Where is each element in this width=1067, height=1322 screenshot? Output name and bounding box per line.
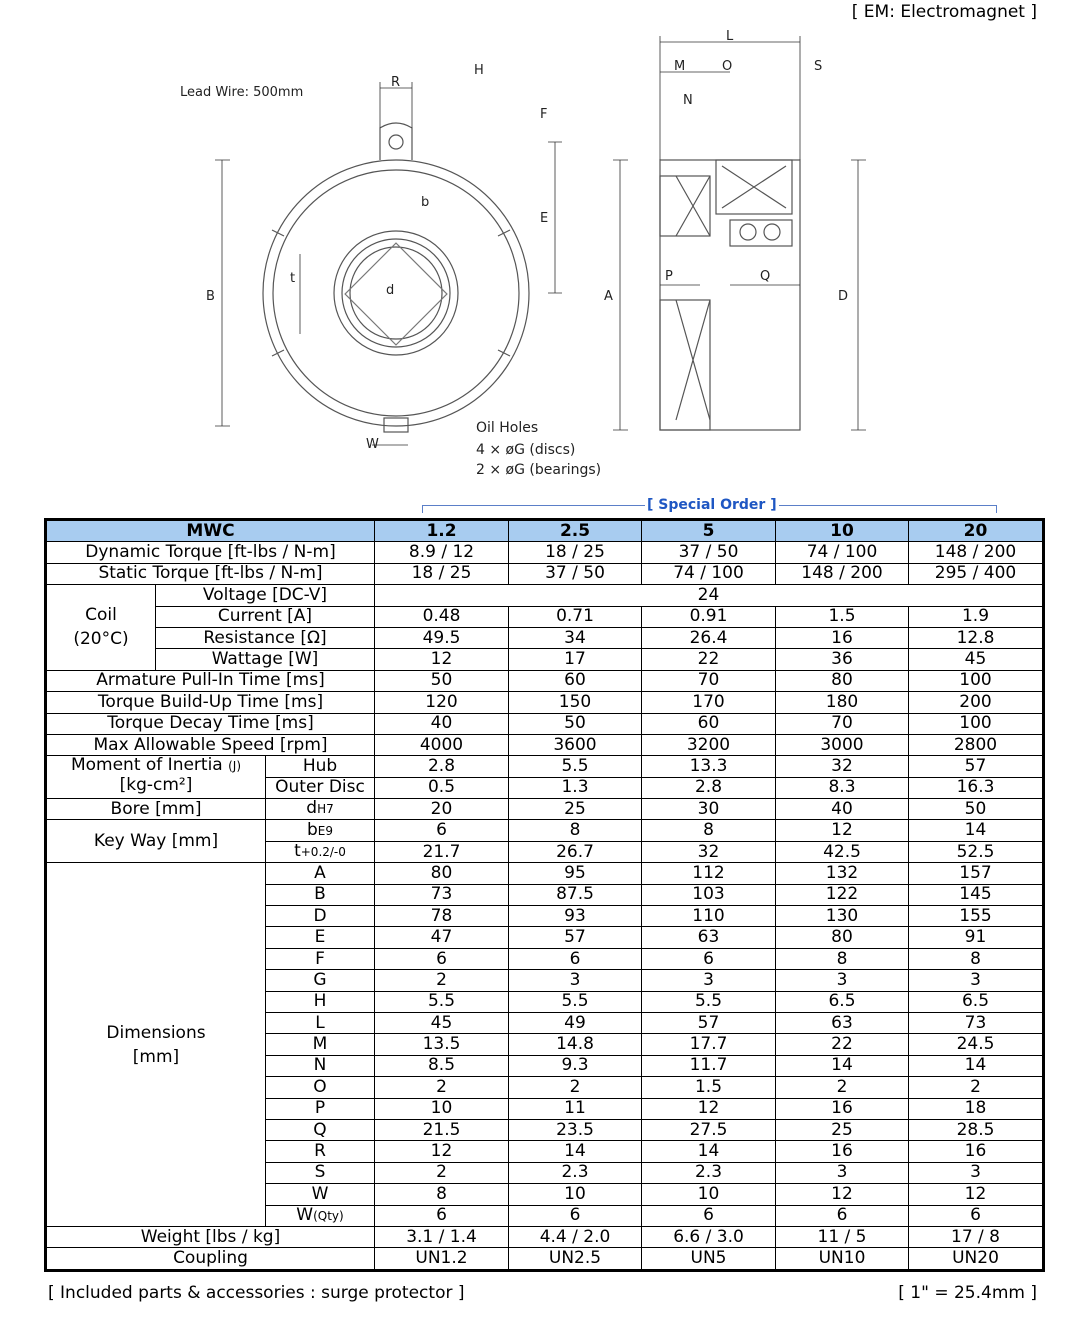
symbol-subscript: +0.2/-0 [300,845,346,860]
value-cell: 57 [909,756,1044,777]
value-cell: 5.5 [642,991,776,1012]
coil-wattage-row [46,649,1044,670]
oil-bearings-label: 2 × øG (bearings) [476,462,602,478]
dim-a: A [604,289,613,304]
dim-q: Q [760,269,771,284]
value-cell: 63 [776,1012,909,1033]
row-label: Resistance [Ω] [156,627,375,648]
value-cell: 6 [509,1205,642,1226]
value-cell: 26.7 [509,841,642,862]
dim-w: W [366,437,379,452]
coil-label-line2: (20°C) [73,629,129,650]
value-cell: UN5 [642,1248,776,1270]
dim-h: H [474,63,484,78]
value-cell: 45 [909,649,1044,670]
value-cell: 50 [909,799,1044,820]
symbol: A [314,862,326,883]
dim-n: N [683,93,693,108]
value-cell: 42.5 [776,841,909,862]
value-cell: 47 [375,927,509,948]
value-cell: 3000 [776,734,909,755]
symbol-cell [266,863,375,884]
value-cell: 157 [909,863,1044,884]
value-cell: UN1.2 [375,1248,509,1270]
value-cell: 12.8 [909,627,1044,648]
value-cell: 80 [776,670,909,691]
value-cell: 70 [642,670,776,691]
symbol-cell [266,1055,375,1076]
row-label: Static Torque [ft-lbs / N-m] [46,563,375,584]
symbol: B [314,884,326,905]
value-cell: 74 / 100 [642,563,776,584]
value-cell: 2.8 [642,777,776,798]
value-cell: 40 [776,799,909,820]
value-cell: 5.5 [375,991,509,1012]
value-cell: 17.7 [642,1034,776,1055]
value-cell: 78 [375,906,509,927]
dim-b-outer: B [206,289,215,304]
value-cell: 12 [776,1184,909,1205]
symbol: P [314,1098,326,1119]
value-cell: 12 [776,820,909,841]
row-label: Voltage [DC-V] [156,585,375,606]
value-cell: 50 [509,713,642,734]
value-cell: 27.5 [642,1119,776,1140]
size-header: 1.2 [375,520,509,542]
value-cell: 80 [375,863,509,884]
dim-d-outer: D [838,289,849,304]
value-cell: 295 / 400 [909,563,1044,584]
value-cell: 1.3 [509,777,642,798]
value-cell: 95 [509,863,642,884]
value-cell: 0.5 [375,777,509,798]
value-cell: 148 / 200 [776,563,909,584]
value-cell: 50 [375,670,509,691]
symbol: W [311,1183,329,1204]
row-label: Armature Pull-In Time [ms] [46,670,375,691]
footer-unit-note: [ 1" = 25.4mm ] [898,1283,1037,1303]
value-cell: 8 [375,1184,509,1205]
value-cell: 8.9 / 12 [375,542,509,563]
value-cell: 25 [776,1119,909,1140]
max-speed-row [46,734,1044,755]
coil-label-line1: Coil [85,605,117,626]
value-cell: 145 [909,884,1044,905]
size-header: 2.5 [509,520,642,542]
symbol-cell [266,799,375,820]
value-cell: 6 [375,820,509,841]
value-cell: 14.8 [509,1034,642,1055]
value-cell: 6.5 [776,991,909,1012]
value-cell: 6 [375,948,509,969]
row-label: Torque Build-Up Time [ms] [46,692,375,713]
value-cell: 23.5 [509,1119,642,1140]
row-label: Hub [266,756,375,777]
value-cell: 3 [642,970,776,991]
value-cell: 2 [375,970,509,991]
value-cell: 60 [642,713,776,734]
technical-drawing [0,0,1067,495]
coil-current-row [46,606,1044,627]
value-cell: 122 [776,884,909,905]
value-cell: 8 [642,820,776,841]
value-cell: 3200 [642,734,776,755]
value-cell: 93 [509,906,642,927]
oil-discs-label: 4 × øG (discs) [476,442,576,458]
value-cell: 22 [642,649,776,670]
symbol: W [296,1205,314,1225]
symbol-cell [266,1119,375,1140]
value-cell: 2.3 [642,1162,776,1183]
value-cell: 37 / 50 [642,542,776,563]
dim-l: L [726,29,734,44]
value-cell: 6 [509,948,642,969]
size-header: 10 [776,520,909,542]
dim-r: R [391,75,401,90]
symbol-cell [266,906,375,927]
value-cell: 6 [642,948,776,969]
keyway-b-row [46,820,1044,841]
value-cell: 6.5 [909,991,1044,1012]
value-cell: 150 [509,692,642,713]
value-cell: 170 [642,692,776,713]
keyway-label: Key Way [mm] [46,820,266,863]
value-cell: 30 [642,799,776,820]
symbol-subscript: E9 [317,823,333,838]
value-cell: 25 [509,799,642,820]
value-cell: 12 [375,1141,509,1162]
value-cell: 6 [909,1205,1044,1226]
value-cell: 3 [776,1162,909,1183]
row-label: Outer Disc [266,777,375,798]
value-cell: 4.4 / 2.0 [509,1226,642,1247]
value-cell: 21.5 [375,1119,509,1140]
value-cell: 2.3 [509,1162,642,1183]
value-cell: 0.71 [509,606,642,627]
row-label: Torque Decay Time [ms] [46,713,375,734]
value-cell: 21.7 [375,841,509,862]
value-cell: 12 [375,649,509,670]
footer-accessories: [ Included parts & accessories : surge protector ] [48,1283,465,1303]
symbol: O [313,1076,327,1097]
value-cell: 110 [642,906,776,927]
value-cell: 6 [375,1205,509,1226]
inertia-hub-row [46,756,1044,777]
value-cell: 74 / 100 [776,542,909,563]
symbol-cell [266,1184,375,1205]
dim-b-key: b [421,195,430,210]
value-cell: 103 [642,884,776,905]
value-cell: 10 [509,1184,642,1205]
spec-table [44,518,1045,1272]
value-cell: 8.3 [776,777,909,798]
em-label: [ EM: Electromagnet ] [851,2,1037,22]
dimension-row [46,863,1044,884]
value-cell: 100 [909,713,1044,734]
symbol-cell [266,841,375,862]
value-cell: 180 [776,692,909,713]
value-cell: 17 [509,649,642,670]
symbol-cell [266,1034,375,1055]
value-cell: 155 [909,906,1044,927]
symbol-cell [266,1205,375,1226]
pull-in-row [46,670,1044,691]
value-cell: 14 [642,1141,776,1162]
decay-row [46,713,1044,734]
dim-f: F [540,107,548,122]
value-cell: 1.5 [642,1077,776,1098]
value-cell: 2 [909,1077,1044,1098]
value-cell: 3 [509,970,642,991]
value-cell: 8 [509,820,642,841]
value-cell: 17 / 8 [909,1226,1044,1247]
row-label: Bore [mm] [46,799,266,820]
symbol: N [313,1055,327,1076]
dim-t: t [290,271,296,286]
value-cell: 4000 [375,734,509,755]
value-cell: 200 [909,692,1044,713]
value-cell: 57 [509,927,642,948]
dynamic-torque-row [46,542,1044,563]
value-cell: 14 [909,1055,1044,1076]
row-label: Dynamic Torque [ft-lbs / N-m] [46,542,375,563]
value-cell: 11 / 5 [776,1226,909,1247]
value-cell: 120 [375,692,509,713]
value-cell: 2800 [909,734,1044,755]
value-cell: 73 [909,1012,1044,1033]
value-cell: 63 [642,927,776,948]
value-cell: 16 [776,627,909,648]
value-cell: 100 [909,670,1044,691]
value-cell: 130 [776,906,909,927]
dim-p: P [665,269,673,284]
value-cell: 32 [776,756,909,777]
value-cell: 91 [909,927,1044,948]
symbol: H [313,991,327,1012]
dimensions-label [46,863,266,1227]
symbol: D [313,905,327,926]
value-cell: 0.91 [642,606,776,627]
dim-e: E [540,211,549,226]
value-cell: 16 [776,1141,909,1162]
value-cell: 13.3 [642,756,776,777]
value-cell: 18 / 25 [509,542,642,563]
symbol: M [312,1034,328,1055]
symbol-cell [266,1141,375,1162]
coupling-row [46,1248,1044,1270]
value-cell: 2 [509,1077,642,1098]
value-cell: 3600 [509,734,642,755]
value-cell: 28.5 [909,1119,1044,1140]
value-cell: 2 [375,1077,509,1098]
symbol: L [315,1012,325,1033]
value-cell: 87.5 [509,884,642,905]
inertia-label-unit: [kg-cm²] [119,775,193,796]
symbol-subscript: (Qty) [313,1208,344,1223]
value-cell: 6 [776,1205,909,1226]
inertia-label [46,756,266,799]
inertia-label-text: Moment of Inertia [70,755,223,776]
static-torque-row [46,563,1044,584]
value-cell: 73 [375,884,509,905]
value-cell: 18 [909,1098,1044,1119]
symbol-cell [266,948,375,969]
symbol: F [315,948,325,969]
value-cell: 14 [509,1141,642,1162]
value-cell: UN20 [909,1248,1044,1270]
symbol-cell [266,1162,375,1183]
dim-d: d [386,283,395,298]
value-cell: 2 [375,1162,509,1183]
value-cell: 2 [776,1077,909,1098]
value-cell: 14 [776,1055,909,1076]
value-cell: 132 [776,863,909,884]
value-cell: 34 [509,627,642,648]
value-cell: 3 [909,970,1044,991]
value-cell: 11.7 [642,1055,776,1076]
symbol-cell [266,884,375,905]
value-cell: 3 [909,1162,1044,1183]
value-cell: 37 / 50 [509,563,642,584]
value-cell: 10 [375,1098,509,1119]
value-cell: 14 [909,820,1044,841]
value-cell: 6 [642,1205,776,1226]
value-cell: 1.5 [776,606,909,627]
coil-label [46,585,156,671]
value-cell: 3 [776,970,909,991]
value-cell: 148 / 200 [909,542,1044,563]
model-header: MWC [46,520,375,542]
value-cell: 57 [642,1012,776,1033]
value-cell: 8.5 [375,1055,509,1076]
symbol: t [294,841,301,862]
value-cell: 3.1 / 1.4 [375,1226,509,1247]
size-header: 20 [909,520,1044,542]
value-cell: UN2.5 [509,1248,642,1270]
dim-o: O [722,59,733,74]
value-cell: 40 [375,713,509,734]
value-cell: 16 [909,1141,1044,1162]
lead-wire-label: Lead Wire: 500mm [180,85,304,100]
value-cell: 5.5 [509,756,642,777]
special-order-label: [ Special Order ] [647,497,777,513]
row-label: Wattage [W] [156,649,375,670]
value-cell: 12 [642,1098,776,1119]
symbol-cell [266,991,375,1012]
value-cell: 45 [375,1012,509,1033]
value-cell: 1.9 [909,606,1044,627]
value-cell: 22 [776,1034,909,1055]
value-cell: 49.5 [375,627,509,648]
value-cell: 2.8 [375,756,509,777]
value-cell: 13.5 [375,1034,509,1055]
weight-row [46,1226,1044,1247]
value-cell: 9.3 [509,1055,642,1076]
value-cell: 52.5 [909,841,1044,862]
symbol: S [314,1162,326,1183]
value-cell: 16.3 [909,777,1044,798]
inertia-label-j: (J) [228,759,242,774]
value-cell: 60 [509,670,642,691]
coil-resistance-row [46,627,1044,648]
dim-m: M [674,59,686,74]
bore-row [46,799,1044,820]
symbol: d [306,798,318,819]
symbol-cell [266,1077,375,1098]
symbol: R [314,1141,326,1162]
value-cell: 20 [375,799,509,820]
dimensions-label-line1: Dimensions [106,1022,206,1043]
row-label: Current [A] [156,606,375,627]
size-header: 5 [642,520,776,542]
value-cell: 0.48 [375,606,509,627]
special-order-bracket [420,497,998,515]
dim-s: S [814,59,823,74]
value-cell: 70 [776,713,909,734]
value-cell: 32 [642,841,776,862]
symbol: G [313,969,327,990]
value-cell: 10 [642,1184,776,1205]
symbol-subscript: H7 [317,802,334,817]
value-cell: 24 [375,585,1044,606]
value-cell: 112 [642,863,776,884]
value-cell: 5.5 [509,991,642,1012]
value-cell: 36 [776,649,909,670]
row-label: Max Allowable Speed [rpm] [46,734,375,755]
build-up-row [46,692,1044,713]
value-cell: 16 [776,1098,909,1119]
row-label: Weight [lbs / kg] [46,1226,375,1247]
symbol-cell [266,927,375,948]
coil-voltage-row [46,585,1044,606]
symbol: Q [313,1119,327,1140]
value-cell: 24.5 [909,1034,1044,1055]
symbol-cell [266,820,375,841]
dimensions-label-line2: [mm] [132,1046,180,1067]
symbol-cell [266,970,375,991]
value-cell: 8 [776,948,909,969]
value-cell: UN10 [776,1248,909,1270]
value-cell: 11 [509,1098,642,1119]
value-cell: 18 / 25 [375,563,509,584]
row-label: Coupling [46,1248,375,1270]
value-cell: 12 [909,1184,1044,1205]
symbol: b [306,819,318,840]
symbol-cell [266,1012,375,1033]
value-cell: 6.6 / 3.0 [642,1226,776,1247]
value-cell: 49 [509,1012,642,1033]
header-row [46,520,1044,542]
symbol: E [314,927,326,948]
oil-holes-label: Oil Holes [476,420,539,436]
value-cell: 8 [909,948,1044,969]
value-cell: 80 [776,927,909,948]
symbol-cell [266,1098,375,1119]
value-cell: 26.4 [642,627,776,648]
